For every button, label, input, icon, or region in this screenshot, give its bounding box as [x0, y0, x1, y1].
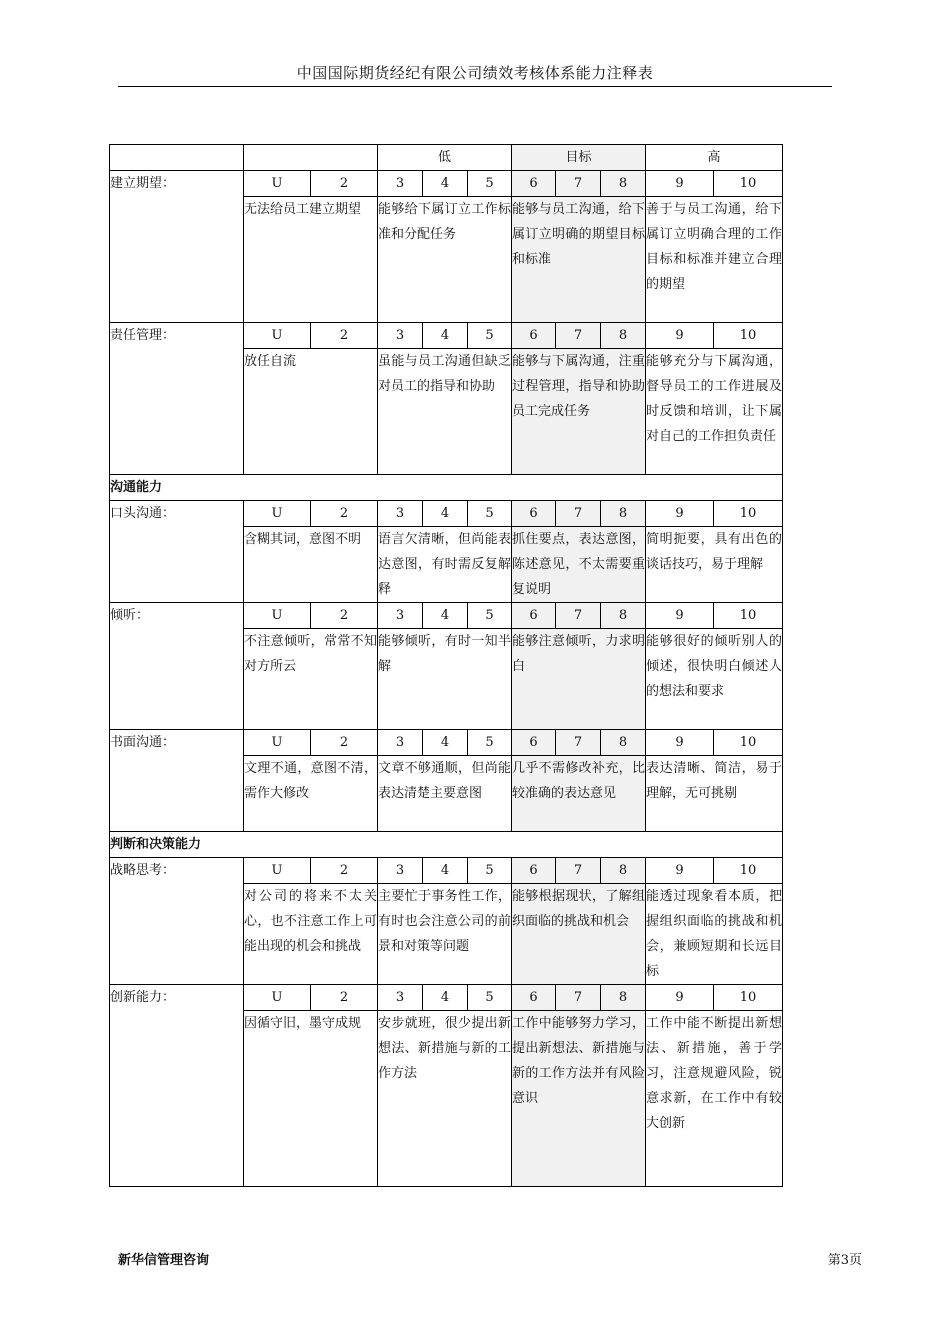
scale-row — [110, 323, 783, 349]
desc-high: 能够充分与下属沟通，督导员工的工作进展及时反馈和培训，让下属对自己的工作担负责任 — [646, 349, 783, 475]
desc-target: 几乎不需修改补充，比较准确的表达意见 — [512, 756, 646, 832]
competency-label: 建立期望： — [110, 171, 244, 323]
scale-score: 9 — [646, 501, 714, 527]
scale-score: 2 — [311, 730, 378, 756]
scale-row — [110, 171, 783, 197]
scale-score: 4 — [423, 985, 468, 1011]
desc-low: 对公司的将来不太关心，也不注意工作上可能出现的机会和挑战 — [244, 884, 378, 985]
scale-score: 7 — [556, 171, 601, 197]
document-title: 中国国际期货经纪有限公司绩效考核体系能力注释表 — [296, 64, 654, 82]
scale-score: 8 — [601, 501, 646, 527]
scale-score: 6 — [512, 730, 556, 756]
scale-score: U — [244, 858, 311, 884]
desc-target: 能够与下属沟通，注重过程管理，指导和协助员工完成任务 — [512, 349, 646, 475]
footer-page-number: 第3页 — [827, 1253, 862, 1268]
scale-score: U — [244, 171, 311, 197]
competency-label: 战略思考： — [110, 858, 244, 985]
desc-mid: 能够倾听，有时一知半解 — [378, 629, 512, 730]
level-target: 目标 — [512, 145, 646, 171]
desc-low: 无法给员工建立期望 — [244, 197, 378, 323]
scale-score: 9 — [646, 323, 714, 349]
scale-score: 5 — [468, 730, 512, 756]
scale-score: U — [244, 985, 311, 1011]
corner-cell — [110, 145, 244, 171]
scale-score: 5 — [468, 501, 512, 527]
competency-label: 口头沟通： — [110, 501, 244, 603]
desc-low: 因循守旧，墨守成规 — [244, 1011, 378, 1187]
scale-row — [110, 985, 783, 1011]
scale-score: 2 — [311, 603, 378, 629]
scale-score: 4 — [423, 501, 468, 527]
scale-score: 10 — [714, 985, 783, 1011]
scale-score: 10 — [714, 171, 783, 197]
scale-score: 9 — [646, 858, 714, 884]
scale-score: 10 — [714, 730, 783, 756]
section-title: 判断和决策能力 — [110, 832, 783, 858]
scale-score: 4 — [423, 603, 468, 629]
desc-low: 文理不通，意图不清，需作大修改 — [244, 756, 378, 832]
footer-company: 新华信管理咨询 — [118, 1253, 210, 1268]
scale-score: 2 — [311, 858, 378, 884]
scale-score: 3 — [378, 603, 423, 629]
scale-score: 5 — [468, 603, 512, 629]
scale-score: 3 — [378, 858, 423, 884]
scale-score: 3 — [378, 171, 423, 197]
scale-row — [110, 603, 783, 629]
scale-score: U — [244, 501, 311, 527]
desc-mid: 安步就班，很少提出新想法、新措施与新的工作方法 — [378, 1011, 512, 1187]
desc-high: 工作中能不断提出新想法、新措施，善于学习，注意规避风险，锐意求新，在工作中有较大创新 — [646, 1011, 783, 1187]
scale-score: 4 — [423, 171, 468, 197]
scale-score: 6 — [512, 858, 556, 884]
scale-score: 5 — [468, 171, 512, 197]
desc-target: 能够根据现状，了解组织面临的挑战和机会 — [512, 884, 646, 985]
scale-score: 10 — [714, 858, 783, 884]
scale-score: 3 — [378, 323, 423, 349]
scale-score: 3 — [378, 501, 423, 527]
competency-table — [109, 144, 783, 1187]
scale-score: 5 — [468, 985, 512, 1011]
section-row — [110, 475, 783, 501]
scale-score: 2 — [311, 323, 378, 349]
competency-label: 书面沟通： — [110, 730, 244, 832]
unlabeled-level-cell — [244, 145, 378, 171]
desc-mid: 文章不够通顺，但尚能表达清楚主要意图 — [378, 756, 512, 832]
scale-score: 6 — [512, 501, 556, 527]
scale-score: 2 — [311, 501, 378, 527]
section-row — [110, 832, 783, 858]
competency-label: 创新能力： — [110, 985, 244, 1187]
scale-score: 6 — [512, 171, 556, 197]
header-divider — [118, 86, 832, 87]
scale-score: 9 — [646, 603, 714, 629]
scale-score: 6 — [512, 323, 556, 349]
scale-score: 10 — [714, 323, 783, 349]
desc-target: 能够注意倾听，力求明白 — [512, 629, 646, 730]
scale-score: 6 — [512, 985, 556, 1011]
scale-score: 2 — [311, 985, 378, 1011]
desc-target: 工作中能够努力学习，提出新想法、新措施与新的工作方法并有风险意识 — [512, 1011, 646, 1187]
scale-score: 7 — [556, 323, 601, 349]
scale-score: 7 — [556, 858, 601, 884]
scale-score: 10 — [714, 501, 783, 527]
desc-high: 简明扼要，具有出色的谈话技巧，易于理解 — [646, 527, 783, 603]
desc-mid: 语言欠清晰，但尚能表达意图，有时需反复解释 — [378, 527, 512, 603]
scale-score: 4 — [423, 730, 468, 756]
desc-high: 善于与员工沟通，给下属订立明确合理的工作目标和标准并建立合理的期望 — [646, 197, 783, 323]
scale-score: 4 — [423, 858, 468, 884]
scale-score: 3 — [378, 985, 423, 1011]
scale-score: 9 — [646, 985, 714, 1011]
scale-score: 2 — [311, 171, 378, 197]
scale-score: 5 — [468, 323, 512, 349]
scale-score: 4 — [423, 323, 468, 349]
desc-high: 表达清晰、简洁，易于理解，无可挑剔 — [646, 756, 783, 832]
scale-score: 7 — [556, 985, 601, 1011]
scale-score: 8 — [601, 858, 646, 884]
desc-high: 能够很好的倾听别人的倾述，很快明白倾述人的想法和要求 — [646, 629, 783, 730]
scale-score: 7 — [556, 501, 601, 527]
scale-score: 7 — [556, 730, 601, 756]
desc-low: 含糊其词，意图不明 — [244, 527, 378, 603]
scale-row — [110, 501, 783, 527]
desc-target: 能够与员工沟通，给下属订立明确的期望目标和标准 — [512, 197, 646, 323]
scale-score: 8 — [601, 985, 646, 1011]
desc-high: 能透过现象看本质，把握组织面临的挑战和机会，兼顾短期和长远目标 — [646, 884, 783, 985]
competency-label: 倾听： — [110, 603, 244, 730]
scale-score: U — [244, 730, 311, 756]
scale-score: 8 — [601, 171, 646, 197]
desc-mid: 主要忙于事务性工作，有时也会注意公司的前景和对策等问题 — [378, 884, 512, 985]
scale-score: 8 — [601, 603, 646, 629]
scale-score: 9 — [646, 171, 714, 197]
desc-low: 不注意倾听，常常不知对方所云 — [244, 629, 378, 730]
level-low: 低 — [378, 145, 512, 171]
section-title: 沟通能力 — [110, 475, 783, 501]
desc-low: 放任自流 — [244, 349, 378, 475]
scale-score: 7 — [556, 603, 601, 629]
scale-score: 6 — [512, 603, 556, 629]
level-header-row — [110, 145, 783, 171]
scale-score: 10 — [714, 603, 783, 629]
desc-mid: 虽能与员工沟通但缺乏对员工的指导和协助 — [378, 349, 512, 475]
scale-score: U — [244, 323, 311, 349]
scale-score: 9 — [646, 730, 714, 756]
level-high: 高 — [646, 145, 783, 171]
scale-row — [110, 730, 783, 756]
scale-score: U — [244, 603, 311, 629]
scale-row — [110, 858, 783, 884]
desc-mid: 能够给下属订立工作标准和分配任务 — [378, 197, 512, 323]
scale-score: 8 — [601, 323, 646, 349]
desc-target: 抓住要点，表达意图，陈述意见，不太需要重复说明 — [512, 527, 646, 603]
scale-score: 8 — [601, 730, 646, 756]
scale-score: 5 — [468, 858, 512, 884]
competency-label: 责任管理： — [110, 323, 244, 475]
scale-score: 3 — [378, 730, 423, 756]
